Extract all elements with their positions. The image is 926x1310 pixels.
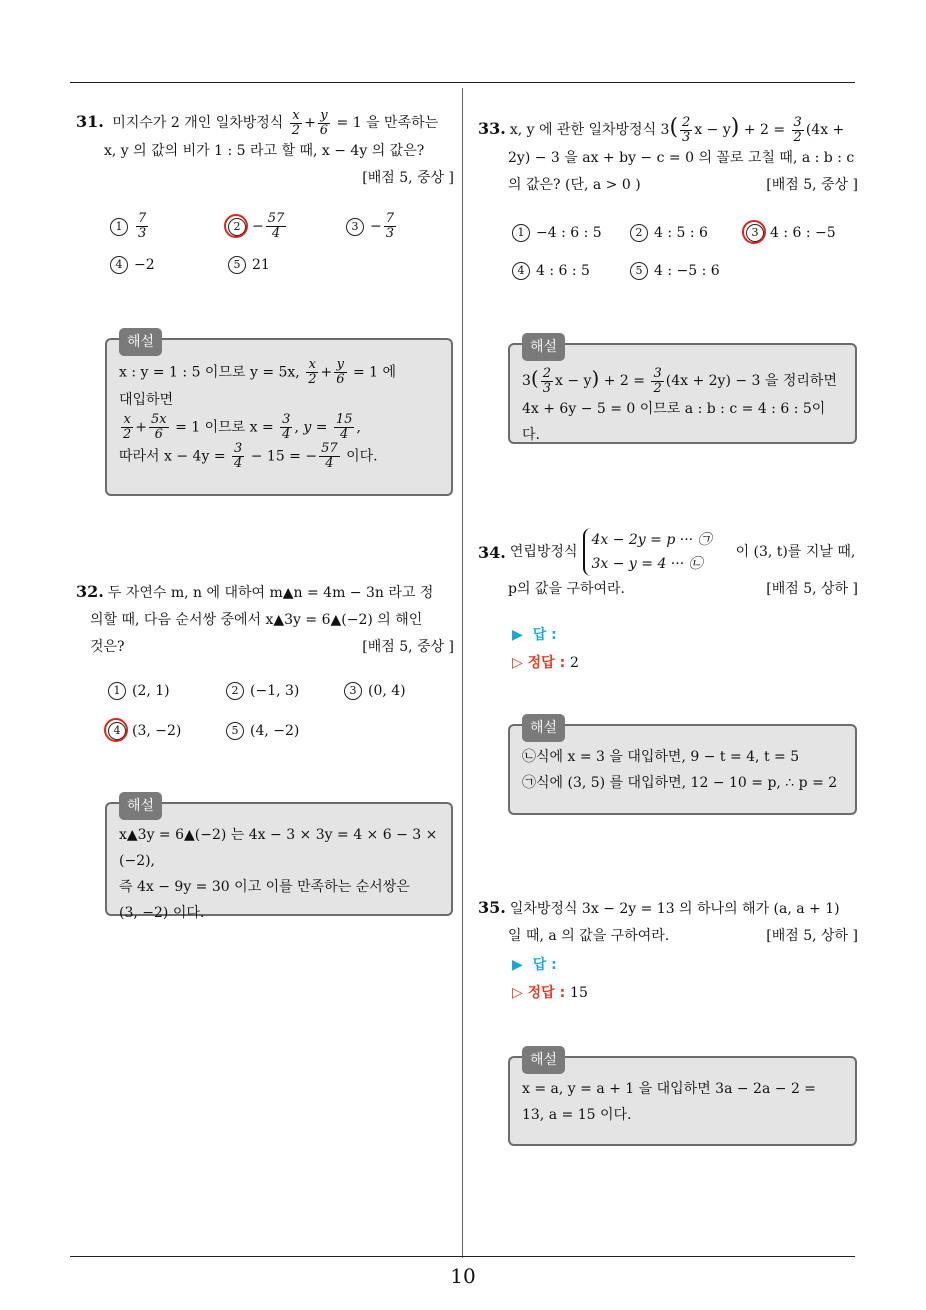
q31-text-post: = 1 을 만족하는: [336, 115, 439, 131]
circled-4-icon: 4: [110, 256, 128, 274]
q32-number: 32.: [76, 582, 104, 601]
q31-solution-box: [105, 334, 453, 496]
selected-answer-circle-icon: [742, 220, 766, 244]
q33-line1: 33. x, y 에 관한 일차방정식 3( $\frac{2}{3}$ x − y) + 2 = $\frac{3}{2}$ (4x +: [478, 114, 845, 145]
q34-system: 4x − 2y = p ··· ㉠ 3x − y = 4 ··· ㉡: [583, 528, 711, 576]
top-rule: [70, 82, 855, 83]
q35-sol-line2: 13, a = 15 이다.: [522, 1107, 632, 1123]
q35-line2: 일 때, a 의 값을 구하여라. [배점 5, 상하 ]: [508, 928, 858, 944]
q34-answer-label: ▶ 답 :: [512, 627, 557, 643]
q34-sol-line2: ㉠식에 (3, 5) 를 대입하면, 12 − 10 = p, ∴ p = 2: [522, 775, 838, 791]
circled-4-icon: 4: [512, 262, 530, 280]
q34-sol-line1: ㉡식에 x = 3 을 대입하면, 9 − t = 4, t = 5: [522, 749, 800, 765]
q33-option-1[interactable]: 1 −4 : 6 : 5: [512, 224, 602, 242]
selected-answer-circle-icon: [104, 718, 128, 742]
q35-sol-line1: x = a, y = a + 1 을 대입하면 3a − 2a − 2 =: [522, 1081, 817, 1097]
q32-line3: 것은? [배점 5, 중상 ]: [90, 639, 454, 655]
question-33: [478, 114, 858, 199]
q35-solution-box: [508, 1052, 857, 1146]
solution-tag: 해설: [119, 328, 162, 356]
bottom-rule: [70, 1256, 855, 1257]
circled-5-icon: 5: [226, 722, 244, 740]
q31-option-5[interactable]: 5 21: [228, 256, 270, 274]
play-triangle-icon: ▶: [512, 957, 523, 973]
circled-1-icon: 1: [512, 224, 530, 242]
q31-text: 미지수가 2 개인 일차방정식: [112, 115, 284, 131]
q34-line2: p의 값을 구하여라. [배점 5, 상하 ]: [508, 581, 858, 597]
q33-number: 33.: [478, 119, 506, 138]
q34-correct-answer: ▷ 정답 : 2: [512, 655, 579, 671]
q35-line1: 35. 일차방정식 3x − 2y = 13 의 하나의 해가 (a, a + 1): [478, 898, 840, 917]
q34-solution-box: [508, 720, 857, 815]
q33-option-3[interactable]: 3 4 : 6 : −5: [746, 224, 836, 242]
circled-5-icon: 5: [228, 256, 246, 274]
q33-option-4[interactable]: 4 4 : 6 : 5: [512, 262, 590, 280]
question-31: [76, 108, 454, 192]
q32-solution-box: [105, 798, 453, 921]
q33-line3: 의 값은? (단, a > 0 ) [배점 5, 중상 ]: [508, 176, 858, 193]
q32-options: [108, 682, 448, 752]
q32-option-2[interactable]: 2 (−1, 3): [226, 682, 299, 700]
q31-option-3[interactable]: 3 − $\frac{7}{3}$: [346, 212, 398, 241]
page-number: 10: [450, 1264, 476, 1288]
q31-sol-line3: $\frac{x}{2}$ + $\frac{5x}{6}$ = 1 이므로 x = $\frac{3}{4}$ , y = $\frac{15}{4}$ ,: [123, 412, 361, 442]
q33-sol-line2: 4x + 6y − 5 = 0 이므로 a : b : c = 4 : 6 : 5이다.: [522, 401, 826, 443]
circled-2-icon: 2: [228, 218, 246, 236]
circled-3-icon: 3: [344, 682, 362, 700]
q31-line2: x, y 의 값의 비가 1 : 5 라고 할 때, x − 4y 의 값은?: [104, 142, 425, 159]
q32-sol-line3: (3, −2) 이다.: [119, 905, 205, 921]
q33-option-2[interactable]: 2 4 : 5 : 6: [630, 224, 708, 242]
q35-answer-label: ▶ 답 :: [512, 957, 557, 973]
q31-sol-line4: 따라서 x − 4y = $\frac{3}{4}$ − 15 = − $\frac{57}{4}$ 이다.: [119, 441, 378, 471]
q31-options: [110, 212, 450, 282]
circled-3-icon: 3: [746, 224, 764, 242]
circled-4-icon: 4: [108, 722, 126, 740]
q31-line1: 31. 미지수가 2 개인 일차방정식 $\frac{x}{2}$ + $\frac{y}{6}$ = 1 을 만족하는: [76, 107, 439, 138]
q32-option-5[interactable]: 5 (4, −2): [226, 722, 299, 740]
q32-option-1[interactable]: 1 (2, 1): [108, 682, 170, 700]
q34-line1: 34. 연립방정식 4x − 2y = p ··· ㉠ 3x − y = 4 ··· ㉡ 이 (3, t)를 지날 때,: [478, 528, 858, 576]
selected-answer-circle-icon: [224, 214, 248, 238]
q33-line2: 2y) − 3 을 ax + by − c = 0 의 꼴로 고칠 때, a : b : c: [508, 149, 855, 166]
frac-x-2: $\frac{x}{2}$: [291, 107, 301, 138]
q32-line2: 의할 때, 다음 순서쌍 중에서 x▲3y = 6▲(−2) 의 해인: [90, 612, 423, 628]
question-32: [76, 578, 454, 661]
circled-3-icon: 3: [346, 218, 364, 236]
outline-triangle-icon: ▷: [512, 655, 528, 671]
circled-2-icon: 2: [226, 682, 244, 700]
play-triangle-icon: ▶: [512, 627, 523, 643]
q32-option-3[interactable]: 3 (0, 4): [344, 682, 406, 700]
outline-triangle-icon: ▷: [512, 985, 528, 1001]
circled-1-icon: 1: [110, 218, 128, 236]
circled-1-icon: 1: [108, 682, 126, 700]
solution-tag: 해설: [522, 333, 565, 361]
q33-sol-line1: 3( $\frac{2}{3}$ x − y) + 2 = $\frac{3}{2}$ (4x + 2y) − 3 을 정리하면: [522, 365, 837, 396]
q34-number: 34.: [478, 542, 506, 562]
q35-correct-answer: ▷ 정답 : 15: [512, 985, 588, 1001]
q32-sol-line2: 즉 4x − 9y = 30 이고 이를 만족하는 순서쌍은: [119, 879, 410, 895]
question-34: [478, 528, 858, 603]
solution-tag: 해설: [119, 792, 162, 820]
q33-solution-box: [508, 339, 857, 444]
q32-line1: 32. 두 자연수 m, n 에 대하여 m▲n = 4m − 3n 라고 정: [76, 582, 434, 601]
solution-tag: 해설: [522, 714, 565, 742]
q31-option-1[interactable]: 1 $\frac{7}{3}$: [110, 212, 150, 241]
q33-option-5[interactable]: 5 4 : −5 : 6: [630, 262, 720, 280]
q32-sol-line1: x▲3y = 6▲(−2) 는 4x − 3 × 3y = 4 × 6 − 3 × (−2),: [119, 827, 438, 869]
solution-tag: 해설: [522, 1046, 565, 1074]
circled-5-icon: 5: [630, 262, 648, 280]
q31-option-2[interactable]: 2 − $\frac{57}{4}$: [228, 212, 288, 241]
q31-meta: [배점 5, 중상 ]: [362, 169, 454, 186]
question-35: [478, 894, 858, 950]
column-separator: [462, 88, 463, 1258]
q31-sol-line2: 대입하면: [119, 392, 174, 408]
q33-options: [512, 224, 852, 294]
q32-option-4[interactable]: 4 (3, −2): [108, 722, 181, 740]
q31-option-4[interactable]: 4 −2: [110, 256, 155, 274]
q35-number: 35.: [478, 898, 506, 917]
q31-number: 31.: [76, 112, 104, 131]
circled-2-icon: 2: [630, 224, 648, 242]
frac-y-6: $\frac{y}{6}$: [319, 107, 329, 138]
q31-sol-line1: x : y = 1 : 5 이므로 y = 5x, $\frac{x}{2}$ + $\frac{y}{6}$ = 1 에: [119, 357, 397, 387]
